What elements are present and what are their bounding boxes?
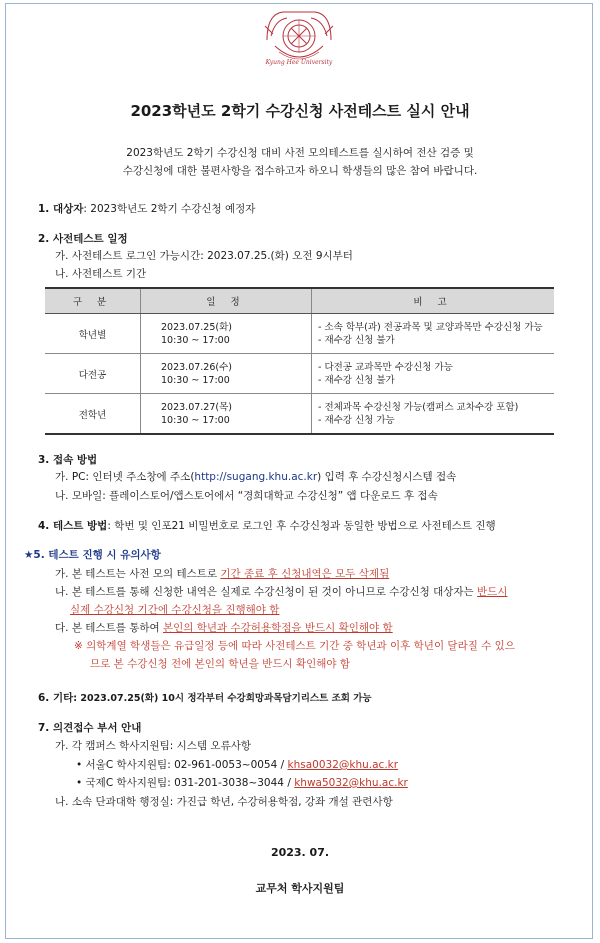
contact-global: • 국제C 학사지원팀: 031-201-3038~3044 / khwa5032@khu.ac.kr	[76, 777, 408, 789]
caution-c: 다. 본 테스트를 통하여 본인의 학년과 수강허용학점을 반드시 확인해야 함	[55, 622, 393, 634]
header-remarks: 비 고	[312, 288, 555, 314]
section-contacts-heading: 7. 의견접수 부서 안내	[38, 722, 142, 734]
access-mobile: 나. 모바일: 플레이스토어/앱스토어에서 “경희대학교 수강신청” 앱 다운로드 후 접속	[55, 490, 438, 502]
table-row	[45, 314, 554, 354]
row-schedule: 2023.07.26(수) 10:30 ~ 17:00	[141, 354, 312, 394]
star-icon: ★	[24, 549, 34, 561]
row-group: 학년별	[45, 314, 141, 354]
university-seal-logo	[261, 6, 337, 72]
section-cautions-heading: ★5. 테스트 진행 시 유의사항	[24, 549, 161, 561]
sugang-link[interactable]: http://sugang.khu.ac.kr	[194, 471, 318, 483]
footer-date: 2023. 07.	[270, 846, 330, 859]
table-header-row	[45, 288, 554, 314]
row-group: 다전공	[45, 354, 141, 394]
section-access-heading: 3. 접속 방법	[38, 454, 98, 466]
section-method: 4. 테스트 방법: 학번 및 인포21 비밀번호로 로그인 후 수강신청과 동일한 방법으로 사전테스트 진행	[38, 520, 496, 532]
access-pc: 가. PC: 인터넷 주소창에 주소(http://sugang.khu.ac.kr) 입력 후 수강신청시스템 접속	[55, 471, 457, 483]
caution-b: 나. 본 테스트를 통해 신청한 내역은 실제로 수강신청이 된 것이 아니므로 수강신청 대상자는 반드시	[55, 586, 508, 598]
global-email-link[interactable]: khwa5032@khu.ac.kr	[294, 777, 408, 789]
section-schedule-heading: 2. 사전테스트 일정	[38, 233, 128, 245]
schedule-period-label: 나. 사전테스트 기간	[55, 268, 147, 280]
intro-line-2: 수강신청에 대한 불편사항을 접수하고자 하오니 학생들의 많은 참여 바랍니다.	[122, 165, 478, 177]
intro-line-1: 2023학년도 2학기 수강신청 대비 사전 모의테스트를 실시하여 전산 검증 및	[126, 147, 474, 159]
row-schedule: 2023.07.27(목) 10:30 ~ 17:00	[141, 394, 312, 435]
section-target: 1. 대상자: 2023학년도 2학기 수강신청 예정자	[38, 203, 256, 215]
contact-seoul: • 서울C 학사지원팀: 02-961-0053~0054 / khsa0032@khu.ac.kr	[76, 759, 399, 771]
seoul-email-link[interactable]: khsa0032@khu.ac.kr	[287, 759, 399, 771]
caution-a: 가. 본 테스트는 사전 모의 테스트로 기간 종료 후 신청내역은 모두 삭제됨	[55, 568, 390, 580]
header-schedule: 일 정	[141, 288, 312, 314]
footer-office: 교무처 학사지원팀	[255, 882, 345, 895]
caution-note-2: 므로 본 수강신청 전에 본인의 학년을 반드시 확인해야 함	[90, 658, 350, 670]
header-category: 구 분	[45, 288, 141, 314]
row-group: 전학년	[45, 394, 141, 435]
row-remarks: - 전체과목 수강신청 가능(캠퍼스 교차수강 포함) - 재수강 신청 가능	[312, 394, 555, 435]
contacts-college: 나. 소속 단과대학 행정실: 가진급 학년, 수강허용학점, 강좌 개설 관련사항	[55, 796, 393, 808]
page-title: 2023학년도 2학기 수강신청 사전테스트 실시 안내	[130, 102, 470, 120]
caution-note-1: ※ 의학계열 학생들은 유급일정 등에 따라 사전테스트 기간 중 학년과 이후 학년이 달라질 수 있으	[74, 640, 515, 652]
table-row	[45, 354, 554, 394]
svg-text:Kyung Hee University: Kyung Hee University	[265, 59, 333, 66]
section-other: 6. 기타: 2023.07.25(화) 10시 정각부터 수강희망과목담기리스트 조회 가능	[38, 692, 372, 704]
table-row	[45, 394, 554, 435]
row-remarks: - 다전공 교과목만 수강신청 가능 - 재수강 신청 불가	[312, 354, 555, 394]
contacts-campus: 가. 각 캠퍼스 학사지원팀: 시스템 오류사항	[55, 740, 251, 752]
row-schedule: 2023.07.25(화) 10:30 ~ 17:00	[141, 314, 312, 354]
caution-b-cont: 실제 수강신청 기간에 수강신청을 진행해야 함	[70, 604, 280, 616]
schedule-login-time: 가. 사전테스트 로그인 가능시간: 2023.07.25.(화) 오전 9시부터	[55, 250, 353, 262]
schedule-table	[45, 287, 554, 435]
row-remarks: - 소속 학부(과) 전공과목 및 교양과목만 수강신청 가능 - 재수강 신청 불가	[312, 314, 555, 354]
